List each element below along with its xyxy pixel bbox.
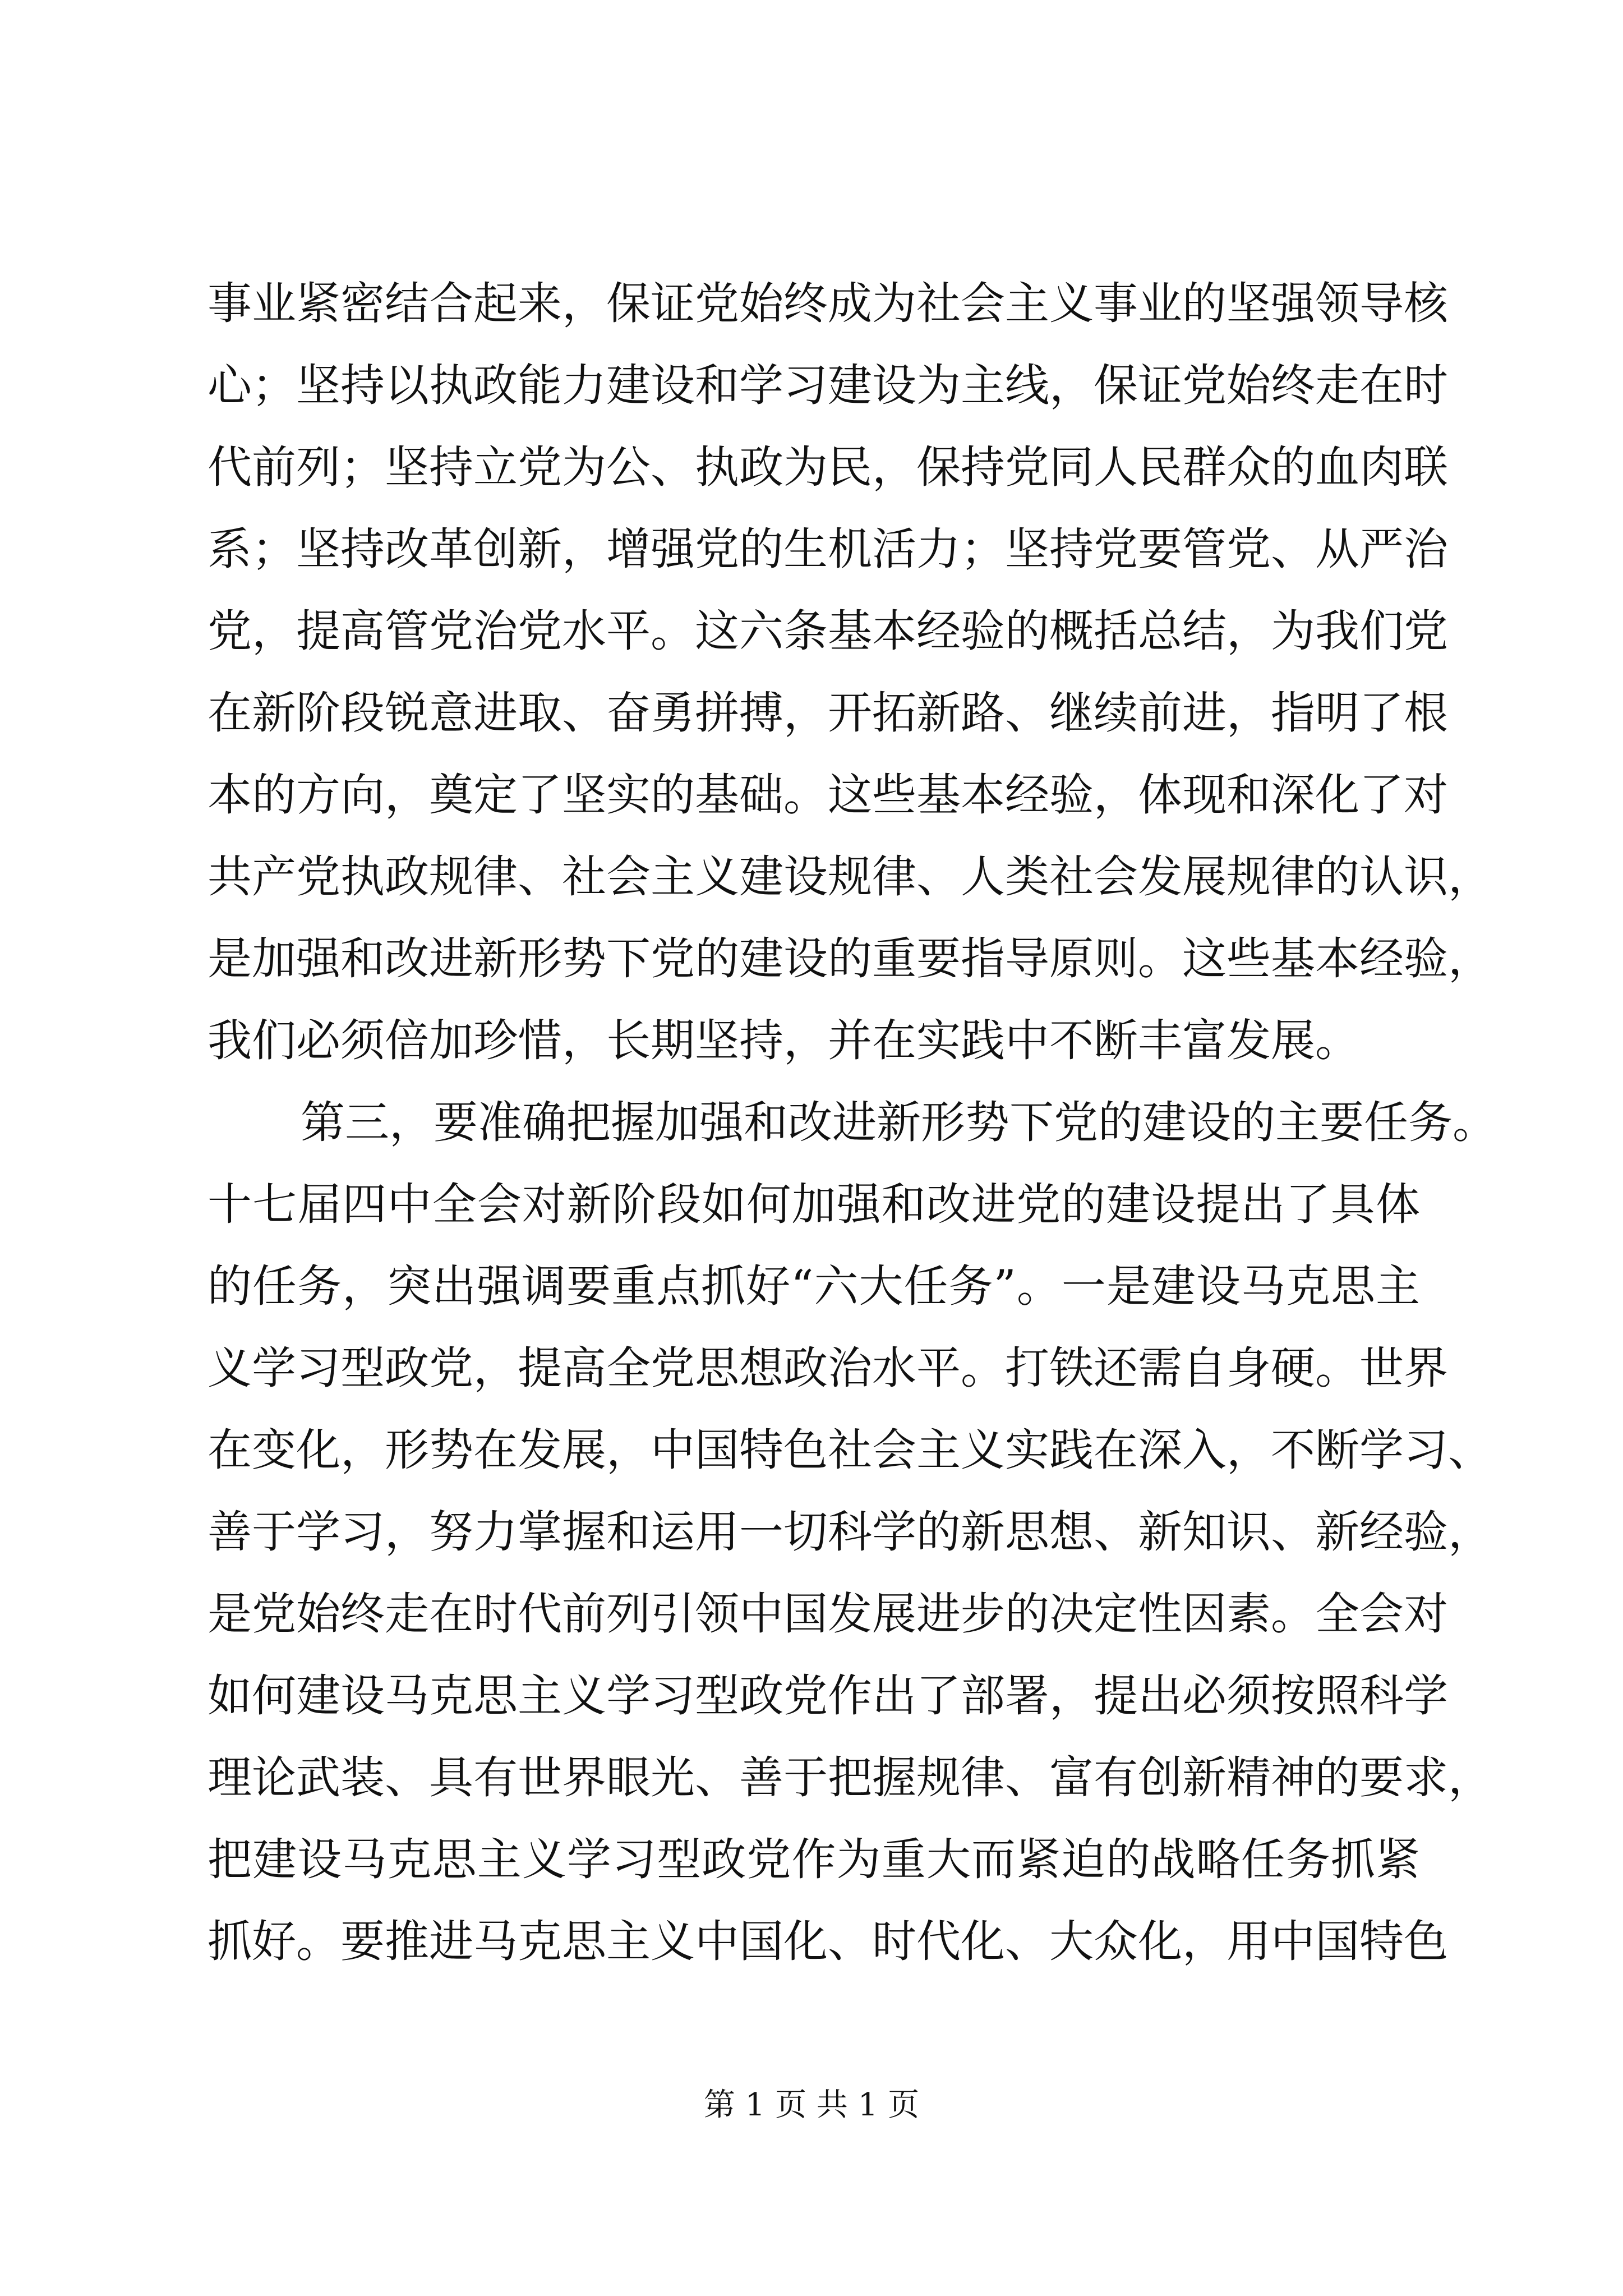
text-line: 系；坚持改革创新，增强党的生机活力；坚持党要管党、从严治: [208, 523, 1448, 575]
text-line: 共产党执政规律、社会主义建设规律、人类社会发展规律的认识，: [208, 851, 1492, 903]
text-line: 本的方向，奠定了坚实的基础。这些基本经验，体现和深化了对: [208, 769, 1448, 821]
text-line: 义学习型政党，提高全党思想政治水平。打铁还需自身硬。世界: [208, 1342, 1448, 1394]
text-line: 十七届四中全会对新阶段如何加强和改进党的建设提出了具体: [208, 1179, 1420, 1230]
text-line: 抓好。要推进马克思主义中国化、时代化、大众化，用中国特色: [208, 1916, 1448, 1967]
text-line: 的任务，突出强调要重点抓好“六大任务”。一是建设马克思主: [208, 1260, 1420, 1312]
text-line: 党，提高管党治党水平。这六条基本经验的概括总结，为我们党: [208, 605, 1448, 657]
document-body: [208, 263, 1497, 1982]
text-line: 我们必须倍加珍惜，长期坚持，并在实践中不断丰富发展。: [208, 1015, 1359, 1066]
text-line: 理论武装、具有世界眼光、善于把握规律、富有创新精神的要求，: [208, 1752, 1492, 1803]
text-line: 第三，要准确把握加强和改进新形势下党的建设的主要任务。: [301, 1097, 1497, 1148]
text-line: 是加强和改进新形势下党的建设的重要指导原则。这些基本经验，: [208, 933, 1492, 984]
text-line: 把建设马克思主义学习型政党作为重大而紧迫的战略任务抓紧: [208, 1834, 1420, 1885]
text-line: 心；坚持以执政能力建设和学习建设为主线，保证党始终走在时: [208, 360, 1448, 411]
text-line: 在变化，形势在发展，中国特色社会主义实践在深入，不断学习、: [208, 1424, 1492, 1476]
text-line: 事业紧密结合起来，保证党始终成为社会主义事业的坚强领导核: [208, 278, 1448, 329]
text-line: 在新阶段锐意进取、奋勇拼搏，开拓新路、继续前进，指明了根: [208, 687, 1448, 739]
text-line: 善于学习，努力掌握和运用一切科学的新思想、新知识、新经验，: [208, 1506, 1492, 1558]
text-line: 是党始终走在时代前列引领中国发展进步的决定性因素。全会对: [208, 1588, 1448, 1640]
page-number-label: 第 1 页 共 1 页: [703, 2087, 920, 2123]
page-footer: [0, 2086, 1623, 2125]
text-line: 如何建设马克思主义学习型政党作出了部署，提出必须按照科学: [208, 1670, 1448, 1722]
text-line: 代前列；坚持立党为公、执政为民，保持党同人民群众的血肉联: [208, 441, 1448, 493]
